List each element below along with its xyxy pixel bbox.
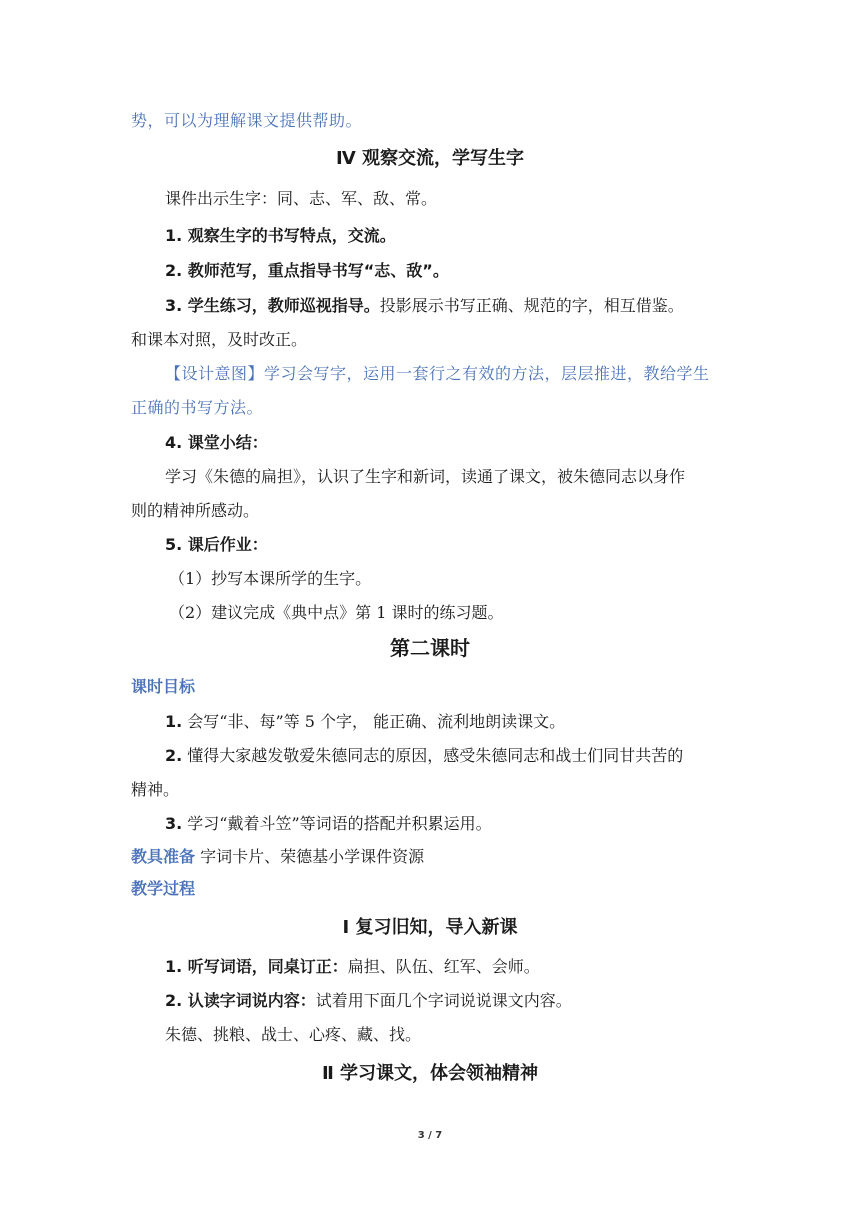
paragraph: 课件出示生字：同、志、军、敌、常。 <box>165 189 438 208</box>
step-text: 试着用下面几个字词说说课文内容。 <box>315 991 572 1010</box>
item-text: 会写“非、每”等 5 个字， 能正确、流利地朗读课文。 <box>182 712 566 731</box>
item-number: 3. <box>165 814 183 833</box>
paragraph: 和课本对照，及时改正。 <box>131 330 308 349</box>
step-text: 扁担、队伍、红军、会师。 <box>347 957 540 976</box>
paragraph <box>165 991 765 1011</box>
paragraph: 朱德、挑粮、战士、心疼、藏、找。 <box>165 1025 422 1044</box>
materials-text: 字词卡片、荣德基小学课件资源 <box>195 847 425 866</box>
step-text: 投影展示书写正确、规范的字，相互借鉴。 <box>379 296 684 315</box>
paragraph <box>165 296 765 316</box>
item-text: 学习“戴着斗笠”等词语的搭配并积累运用。 <box>182 814 492 833</box>
lesson-heading: 第二课时 <box>390 636 470 660</box>
paragraph <box>165 957 765 977</box>
step-heading: 4. 课堂小结： <box>165 433 268 452</box>
list-item: （2）建议完成《典中点》第 1 课时的练习题。 <box>169 603 504 622</box>
list-item: （1）抄写本课所学的生字。 <box>169 569 372 588</box>
section-label: 课时目标 <box>131 677 196 696</box>
paragraph: 精神。 <box>131 780 180 799</box>
section-heading-ii: Ⅱ 学习课文，体会领袖精神 <box>321 1063 539 1084</box>
section-heading-i: Ⅰ 复习旧知，导入新课 <box>342 917 518 938</box>
design-intent: 正确的书写方法。 <box>131 398 264 417</box>
step-heading: 5. 课后作业： <box>165 535 268 554</box>
section-label: 教学过程 <box>131 879 196 898</box>
materials-line <box>131 847 731 867</box>
section-label: 教具准备 <box>131 847 196 866</box>
step-heading: 2. 认读字词说内容： <box>165 991 316 1010</box>
objective-item <box>165 746 765 766</box>
step-heading: 3. 学生练习，教师巡视指导。 <box>165 296 380 315</box>
paragraph: 学习《朱德的扁担》，认识了生字和新词，读通了课文，被朱德同志以身作 <box>165 467 686 486</box>
objective-item <box>165 814 765 834</box>
page-number: 3 / 7 <box>417 1130 443 1141</box>
intent-continuation: 势，可以为理解课文提供帮助。 <box>131 111 363 130</box>
item-text: 懂得大家越发敬爱朱德同志的原因，感受朱德同志和战士们同甘共苦的 <box>182 746 684 765</box>
item-number: 1. <box>165 712 183 731</box>
step-heading: 1. 听写词语，同桌订正： <box>165 957 348 976</box>
objective-item <box>165 712 765 732</box>
design-intent: 【设计意图】学习会写字，运用一套行之有效的方法，层层推进，教给学生 <box>165 364 710 383</box>
item-number: 2. <box>165 746 183 765</box>
section-heading-iv: Ⅳ 观察交流，学写生字 <box>335 148 525 169</box>
paragraph: 则的精神所感动。 <box>131 501 260 520</box>
step-heading: 2. 教师范写，重点指导书写“志、敌”。 <box>165 261 449 280</box>
step-heading: 1. 观察生字的书写特点，交流。 <box>165 226 396 245</box>
